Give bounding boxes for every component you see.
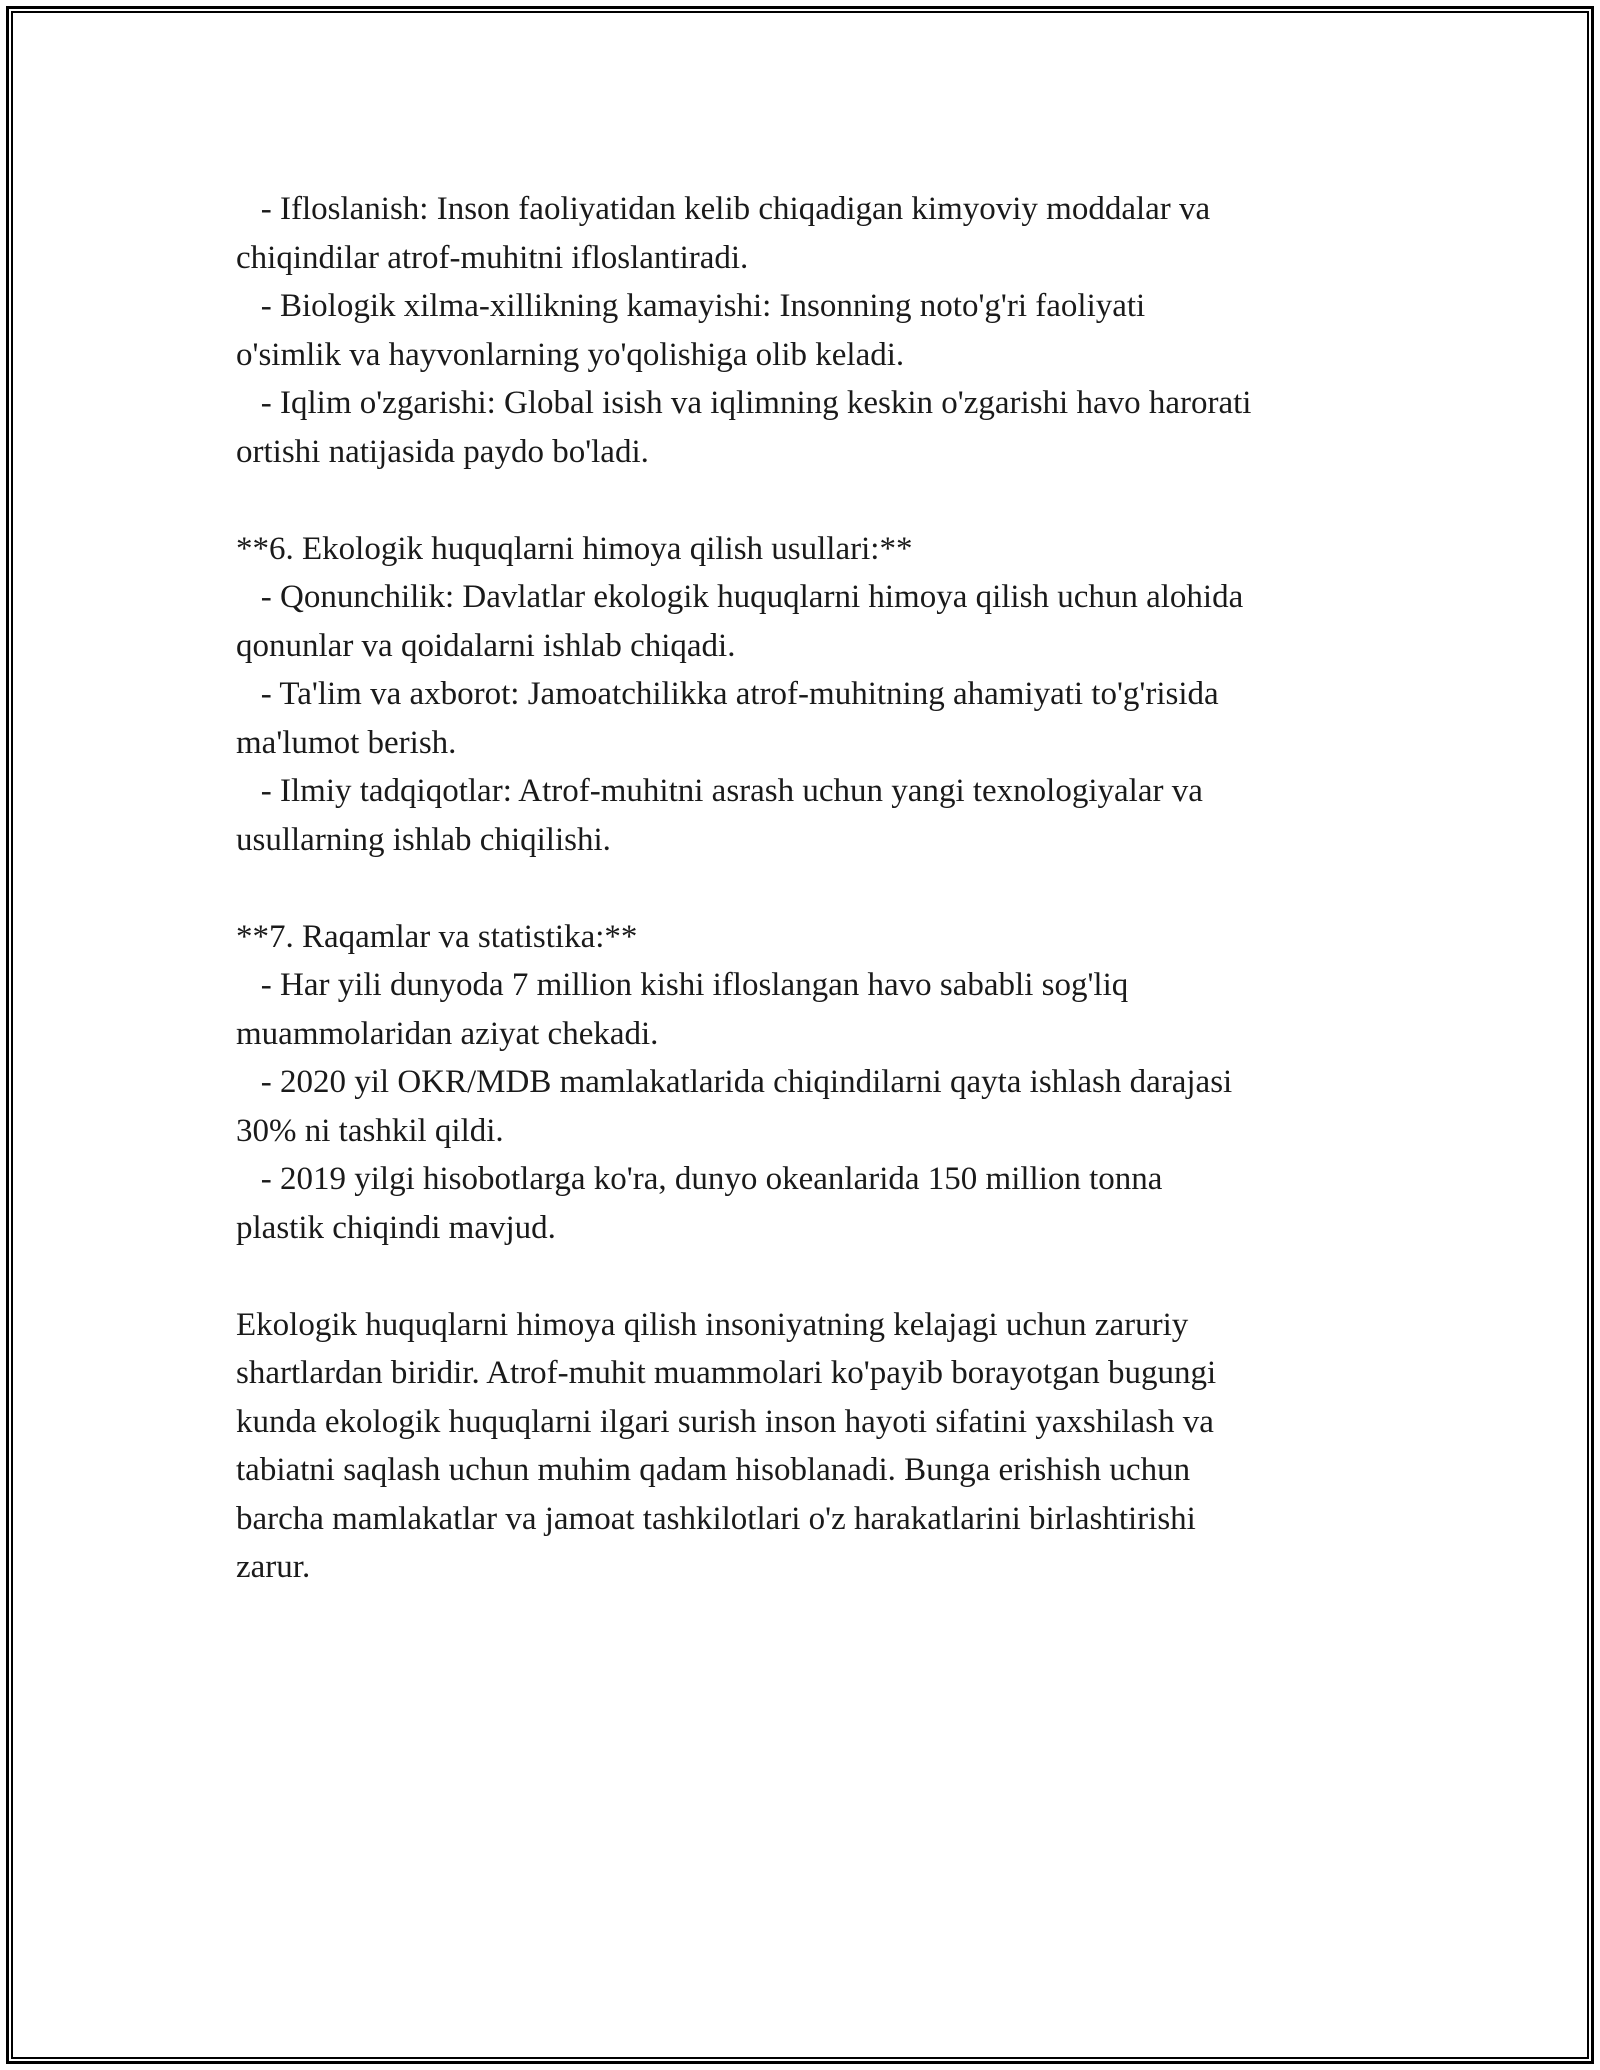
list-item-line: - 2019 yilgi hisobotlarga ko'ra, dunyo okeanlarida 150 million tonna [236,1161,1163,1197]
list-item [236,282,1386,379]
list-item-line: - Biologik xilma-xillikning kamayishi: Insonning noto'g'ri faoliyati [236,288,1146,324]
list-item-line: - Qonunchilik: Davlatlar ekologik huquqlarni himoya qilish uchun alohida [236,579,1244,615]
list-item-line: usullarning ishlab chiqilishi. [236,821,611,858]
list-item [236,379,1386,476]
paragraph-spacer [236,864,1386,913]
list-item [236,1155,1386,1252]
list-item-line: - Ifloslanish: Inson faoliyatidan kelib chiqadigan kimyoviy moddalar va [236,191,1211,227]
section-7 [236,913,1386,1253]
list-item [236,573,1386,670]
conclusion-line: zarur. [236,1549,311,1585]
conclusion-line: barcha mamlakatlar va jamoat tashkilotlari o'z harakatlarini birlashtirishi [236,1500,1196,1537]
list-item-line: - Ta'lim va axborot: Jamoatchilikka atrof-muhitning ahamiyati to'g'risida [236,676,1219,712]
list-item-line: - Ilmiy tadqiqotlar: Atrof-muhitni asrash uchun yangi texnologiyalar va [236,773,1203,809]
list-item [236,1058,1386,1155]
problems-list [236,185,1386,476]
section-6 [236,525,1386,865]
section-heading: **6. Ekologik huquqlarni himoya qilish usullari:** [236,530,913,567]
list-item-line: plastik chiqindi mavjud. [236,1209,556,1246]
list-item-line: 30% ni tashkil qildi. [236,1112,504,1149]
list-item-line: chiqindilar atrof-muhitni ifloslantiradi. [236,239,749,276]
conclusion-paragraph [236,1301,1386,1592]
list-item [236,670,1386,767]
list-item [236,767,1386,864]
list-item-line: o'simlik va hayvonlarning yo'qolishiga olib keladi. [236,336,905,373]
conclusion-line: kunda ekologik huquqlarni ilgari surish inson hayoti sifatini yaxshilash va [236,1403,1214,1440]
list-item-line: qonunlar va qoidalarni ishlab chiqadi. [236,627,736,664]
paragraph-spacer [236,476,1386,525]
paragraph-spacer [236,1252,1386,1301]
document-body [236,185,1386,1592]
list-item [236,961,1386,1058]
list-item-line: muammolaridan aziyat chekadi. [236,1015,659,1052]
list-item-line: ortishi natijasida paydo bo'ladi. [236,433,649,470]
list-item-line: - Har yili dunyoda 7 million kishi ifloslangan havo sababli sog'liq [236,967,1129,1003]
conclusion-line: shartlardan biridir. Atrof-muhit muammolari ko'payib borayotgan bugungi [236,1355,1217,1391]
list-item-line: ma'lumot berish. [236,724,457,761]
conclusion-line: Ekologik huquqlarni himoya qilish insoniyatning kelajagi uchun zaruriy [236,1306,1189,1343]
conclusion-line: tabiatni saqlash uchun muhim qadam hisoblanadi. Bunga erishish uchun [236,1452,1191,1488]
list-item [236,185,1386,282]
list-item-line: - 2020 yil OKR/MDB mamlakatlarida chiqindilarni qayta ishlash darajasi [236,1064,1233,1100]
section-heading: **7. Raqamlar va statistika:** [236,918,638,955]
list-item-line: - Iqlim o'zgarishi: Global isish va iqlimning keskin o'zgarishi havo harorati [236,385,1252,421]
